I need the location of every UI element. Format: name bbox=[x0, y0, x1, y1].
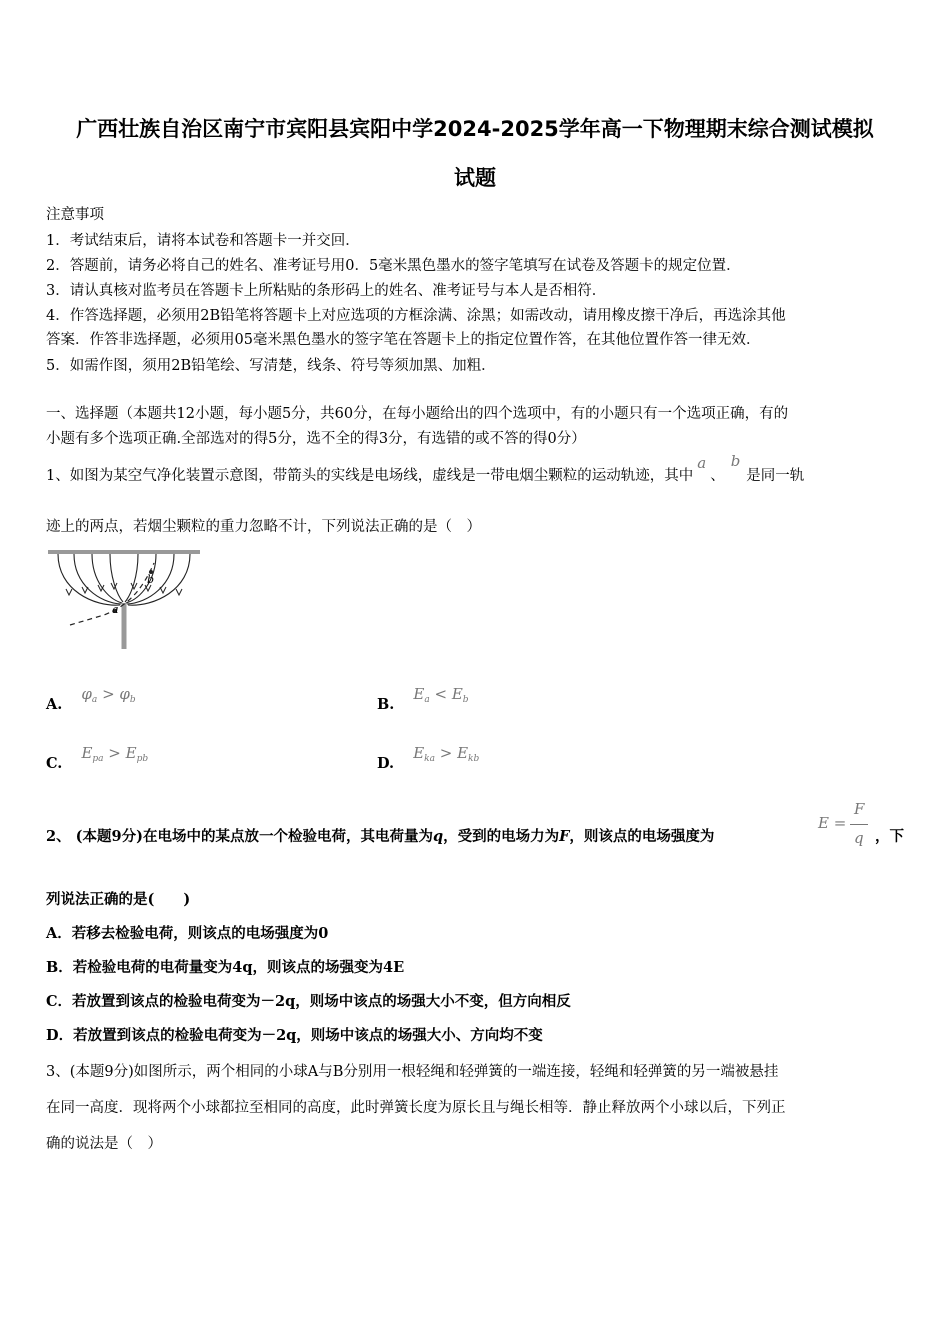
q2-option-a[interactable]: A．若移去检验电荷，则该点的电场强度为0 bbox=[46, 925, 329, 942]
note-item: 3．请认真核对监考员在答题卡上所粘贴的条形码上的姓名、准考证号与本人是否相符． bbox=[46, 283, 607, 299]
q3-stem-end: 确的说法是（ ） bbox=[46, 1136, 162, 1152]
figure-label-a: a bbox=[112, 603, 119, 616]
notes-heading: 注意事项 bbox=[46, 207, 104, 223]
q2-stem-tail: ，下 bbox=[875, 828, 904, 845]
note-item: 4．作答选择题，必须用2B铅笔将答题卡上对应选项的方框涂满、涂黑；如需改动，请用橡皮擦干净后，再选涂其他 bbox=[46, 308, 786, 324]
section-heading: 一、选择题（本题共12小题，每小题5分，共60分，在每小题给出的四个选项中，有的小题只有一个选项正确，有的 bbox=[46, 406, 789, 422]
q3-stem: 3、(本题9分)如图所示，两个相同的小球A与B分别用一根轻绳和轻弹簧的一端连接，轻绳和轻弹簧的另一端被悬挂 bbox=[46, 1064, 779, 1080]
q2-option-c[interactable]: C．若放置到该点的检验电荷变为－2q，则场中该点的场强大小不变，但方向相反 bbox=[46, 993, 571, 1010]
q3-stem-continued: 在同一高度．现将两个小球都拉至相同的高度，此时弹簧长度为原长且与绳长相等．静止释放两个小球以后，下列正 bbox=[46, 1100, 786, 1116]
note-item: 答案．作答非选择题，必须用05毫米黑色墨水的签字笔在答题卡上的指定位置作答，在其他位置作答一律无效． bbox=[46, 332, 761, 348]
note-item: 1．考试结束后，请将本试卷和答题卡一并交回． bbox=[46, 233, 360, 249]
q1-option-b[interactable]: B. $E_a < E_b$ bbox=[377, 685, 469, 713]
page-title: 广西壮族自治区南宁市宾阳县宾阳中学2024-2025学年高一下物理期末综合测试模拟 bbox=[76, 117, 874, 141]
q1-option-d[interactable]: D. $E_{ka} > E_{kb}$ bbox=[377, 744, 480, 772]
q1-option-c[interactable]: C. $E_{pa} > E_{pb}$ bbox=[46, 744, 149, 772]
section-heading-continued: 小题有多个选项正确.全部选对的得5分，选不全的得3分，有选错的或不答的得0分） bbox=[46, 431, 586, 447]
air-purifier-field-diagram bbox=[44, 545, 208, 653]
q2-stem-continued: 列说法正确的是( ) bbox=[46, 891, 191, 908]
q2-stem: 2、 (本题9分)在电场中的某点放一个检验电荷，其电荷量为q，受到的电场力为F，则该点的电场强度为 bbox=[46, 828, 715, 845]
q1-option-a[interactable]: A. $\varphi_a > \varphi_b$ bbox=[46, 685, 136, 713]
q1-stem-continued: 迹上的两点，若烟尘颗粒的重力忽略不计，下列说法正确的是（ ） bbox=[46, 519, 481, 535]
note-item: 2．答题前，请务必将自己的姓名、准考证号用0．5毫米黑色墨水的签字笔填写在试卷及答题卡的规定位置． bbox=[46, 258, 741, 274]
field-strength-formula: E = F q bbox=[818, 800, 876, 852]
symbol-b: b bbox=[730, 452, 741, 470]
q1-stem: 1、如图为某空气净化装置示意图，带箭头的实线是电场线，虚线是一带电烟尘颗粒的运动轨迹，其中a、b是同一轨 bbox=[46, 452, 805, 484]
q2-option-d[interactable]: D．若放置到该点的检验电荷变为－2q，则场中该点的场强大小、方向均不变 bbox=[46, 1027, 543, 1044]
note-item: 5．如需作图，须用2B铅笔绘、写清楚，线条、符号等须加黑、加粗． bbox=[46, 358, 496, 374]
figure-label-b: b bbox=[147, 573, 155, 586]
q2-option-b[interactable]: B．若检验电荷的电荷量变为4q，则该点的场强变为4E bbox=[46, 959, 405, 976]
symbol-a: a bbox=[697, 454, 707, 472]
page-title-continued: 试题 bbox=[454, 166, 496, 190]
